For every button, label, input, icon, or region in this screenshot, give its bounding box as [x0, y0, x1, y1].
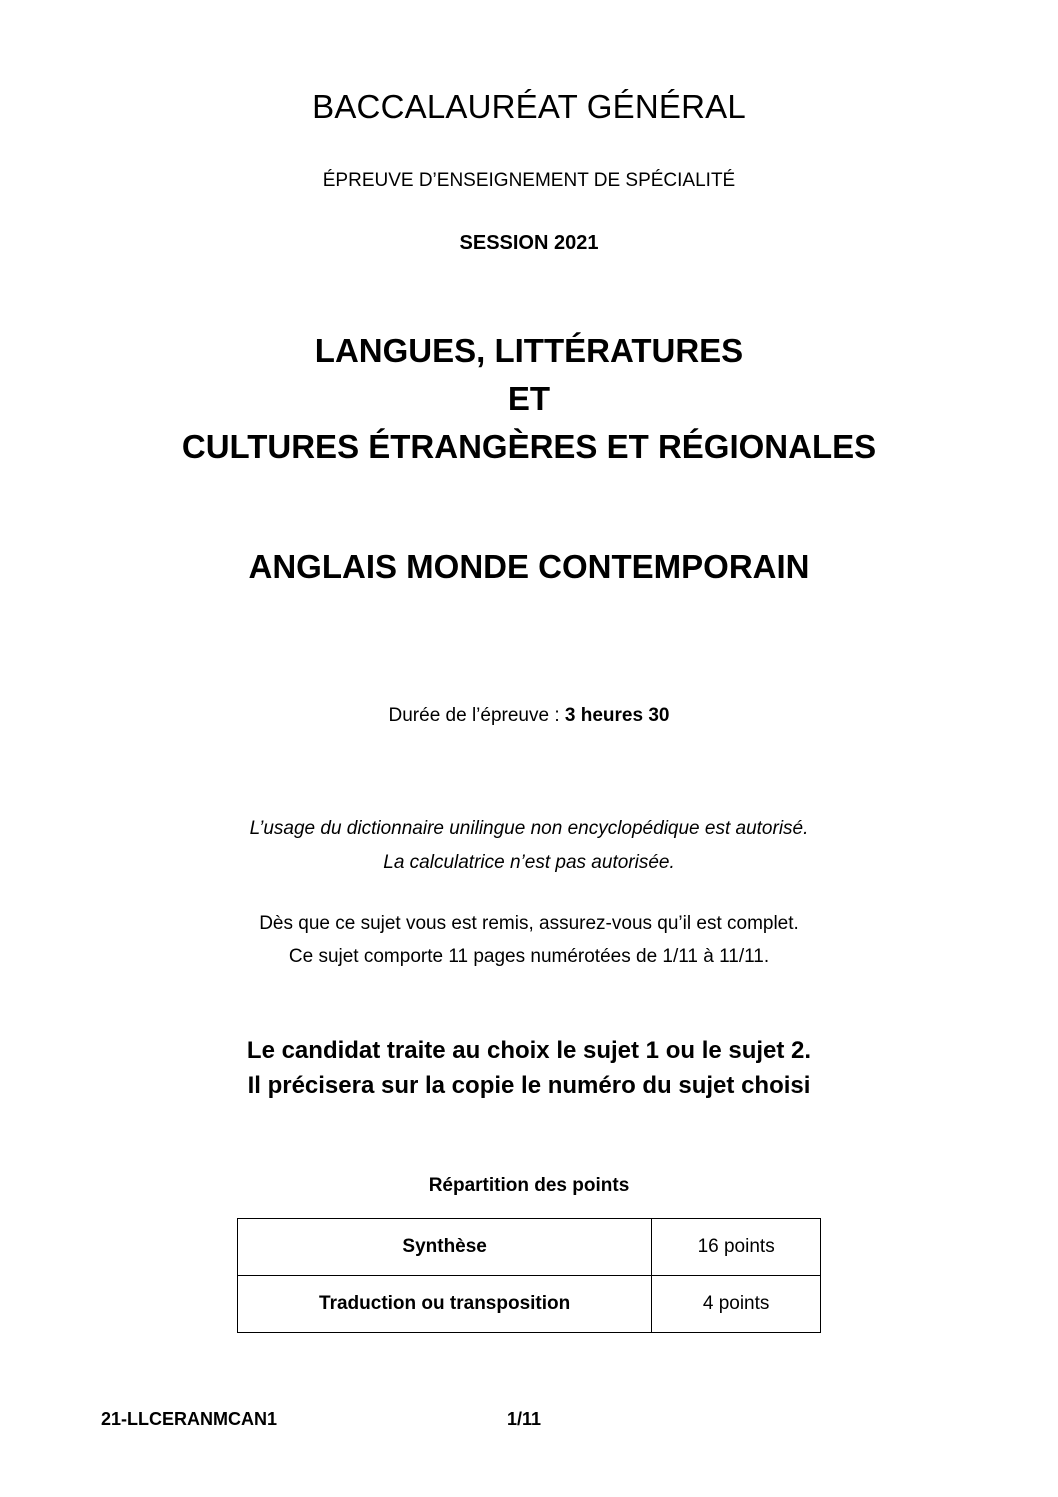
duration-value: 3 heures 30 — [564, 705, 670, 726]
table-cell-value: 4 points — [652, 1276, 821, 1333]
table-row — [238, 1219, 821, 1276]
points-table-title: Répartition des points — [428, 1175, 630, 1196]
duration-label: Durée de l’épreuve : — [388, 705, 565, 726]
table-cell-label: Traduction ou transposition — [238, 1276, 652, 1333]
table-cell-value: 16 points — [652, 1219, 821, 1276]
choice-instruction-1: Le candidat traite au choix le sujet 1 ou le sujet 2. — [246, 1037, 812, 1064]
language-title: ANGLAIS MONDE CONTEMPORAIN — [248, 548, 810, 585]
table-cell-label: Synthèse — [238, 1219, 652, 1276]
pages-note: Ce sujet comporte 11 pages numérotées de 1/11 à 11/11. — [288, 946, 770, 967]
exam-title: BACCALAURÉAT GÉNÉRAL — [312, 88, 746, 125]
choice-instruction-2: Il précisera sur la copie le numéro du sujet choisi — [247, 1072, 811, 1099]
session-label: SESSION 2021 — [459, 232, 599, 254]
subject-line-3: CULTURES ÉTRANGÈRES ET RÉGIONALES — [181, 428, 877, 465]
subject-line-1: LANGUES, LITTÉRATURES — [314, 332, 744, 369]
duration — [0, 705, 1058, 727]
table-row — [238, 1276, 821, 1333]
points-table — [237, 1218, 821, 1333]
completeness-note: Dès que ce sujet vous est remis, assurez-vous qu’il est complet. — [259, 913, 799, 934]
footer-page-number: 1/11 — [507, 1409, 542, 1429]
calculator-rule: La calculatrice n’est pas autorisée. — [383, 852, 675, 873]
dictionary-rule: L’usage du dictionnaire unilingue non encyclopédique est autorisé. — [249, 818, 809, 839]
footer-subject-code: 21-LLCERANMCAN1 — [101, 1409, 278, 1429]
exam-type: ÉPREUVE D’ENSEIGNEMENT DE SPÉCIALITÉ — [322, 170, 736, 191]
subject-line-2: ET — [507, 380, 551, 417]
